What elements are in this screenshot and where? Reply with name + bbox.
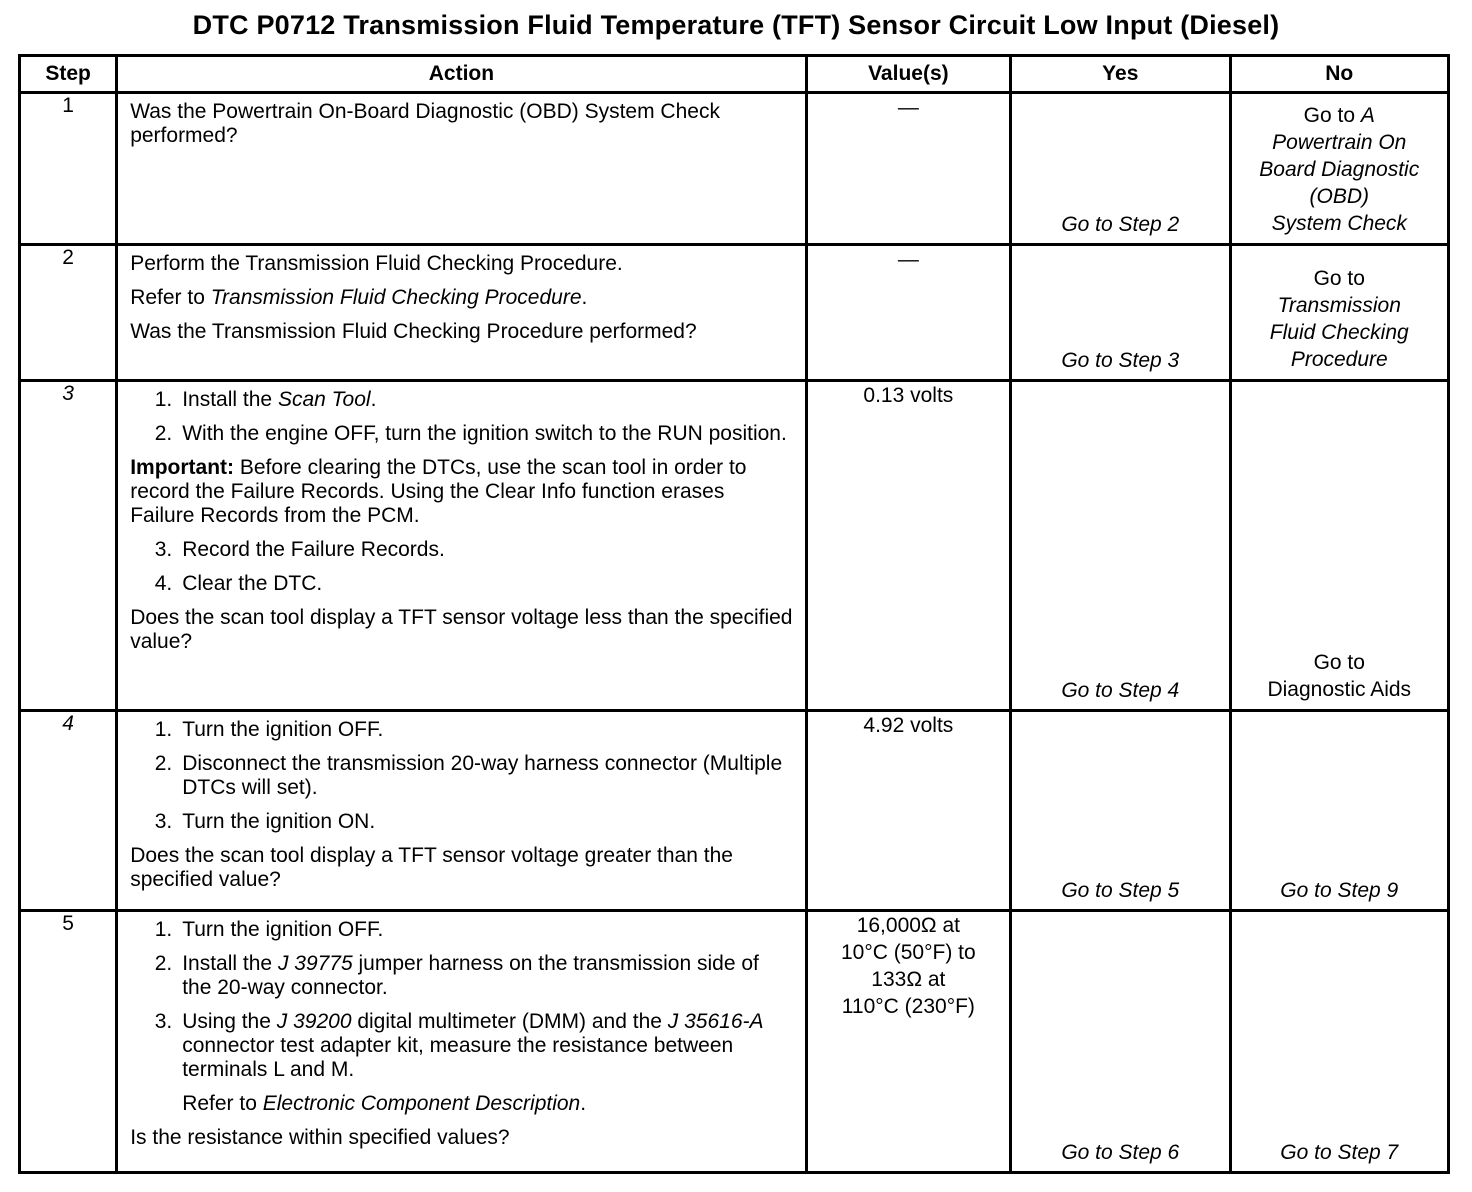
action-text [130,286,792,310]
action-question: Does the scan tool display a TFT sensor voltage less than the specified value? [130,606,793,653]
value-cell: 4.92 volts [806,711,1010,911]
no-text: System Check [1271,212,1407,235]
action-cell [117,711,806,911]
value-cell: — [806,93,1010,245]
action-steps [130,388,792,446]
step-number: 1 [20,93,117,245]
action-text: Using the [182,1010,277,1033]
list-item: 1. Turn the ignition OFF. [130,718,792,742]
action-text: Refer to [130,286,211,309]
tool-name: J 39200 [276,1010,352,1033]
table-row [20,711,1449,911]
yes-link[interactable]: Go to Step 2 [1061,213,1180,236]
action-steps [130,718,792,834]
step-number: 4 [20,711,117,911]
important-note [130,456,792,528]
no-cell [1230,381,1448,711]
table-row [20,245,1449,381]
no-link[interactable] [1232,102,1447,237]
action-question: Was the Transmission Fluid Checking Procedure performed? [130,320,697,343]
action-text: jumper harness on the transmission side of the 20-way connector. [182,952,759,999]
action-text: Was the Powertrain On-Board Diagnostic (OBD) System Check performed? [130,100,720,147]
no-text: Go to [1313,267,1365,290]
value-cell: — [806,245,1010,381]
action-cell [117,245,806,381]
no-text: Fluid Checking [1269,321,1409,344]
list-item: 3. Record the Failure Records. [130,538,792,562]
action-cell [117,381,806,711]
list-item: 2. Disconnect the transmission 20-way harness connector (Multiple DTCs will set). [130,752,792,800]
list-item [130,1092,792,1116]
action-text: digital multimeter (DMM) and the [351,1010,668,1033]
list-item: 3. Turn the ignition ON. [130,810,792,834]
value-text: 16,000Ω at [856,914,960,937]
list-item: 2. With the engine OFF, turn the ignition switch to the RUN position. [130,422,792,446]
header-no: No [1230,56,1448,93]
list-item: 2. Install the J 39775 jumper harness on the transmission side of the 20-way connector. [154,952,759,999]
no-text: Transmission [1277,294,1401,317]
action-steps [130,538,792,596]
action-text: Clear the DTC. [182,572,323,595]
no-text: A [1360,104,1375,127]
document-title: DTC P0712 Transmission Fluid Temperature (TFT) Sensor Circuit Low Input (Diesel) [192,10,1280,40]
no-cell [1230,245,1448,381]
reference-link[interactable]: Transmission Fluid Checking Procedure [210,286,582,309]
action-text: Perform the Transmission Fluid Checking Procedure. [130,252,623,275]
header-values: Value(s) [806,56,1010,93]
no-text: Procedure [1290,348,1388,371]
yes-link[interactable]: Go to Step 4 [1061,679,1180,702]
action-text: Turn the ignition ON. [182,810,376,833]
no-text: Go to [1313,651,1365,674]
value-cell [806,911,1010,1173]
yes-cell [1011,381,1230,711]
action-text: . [581,286,588,309]
action-text: Install the [182,952,278,975]
tool-name: J 35616-A [667,1010,764,1033]
value-cell: 0.13 volts [806,381,1010,711]
header-action: Action [117,56,806,93]
action-text: connector test adapter kit, measure the resistance between terminals L and M. [182,1034,734,1081]
no-link[interactable]: Go to Step 9 [1280,879,1399,902]
yes-link[interactable]: Go to Step 5 [1061,879,1180,902]
action-text: Turn the ignition OFF. [182,718,384,741]
no-link[interactable]: Go to Step 7 [1280,1141,1399,1164]
list-item: 4. Clear the DTC. [130,572,792,596]
tool-name: Scan Tool [277,388,371,411]
step-number: 5 [20,911,117,1173]
yes-cell [1011,93,1230,245]
table-row [20,911,1449,1173]
step-number: 3 [20,381,117,711]
action-cell [117,93,806,245]
value-text: 10°C (50°F) to [841,941,976,964]
action-text: Record the Failure Records. [182,538,445,561]
action-text: Turn the ignition OFF. [182,918,384,941]
action-text: Install the [182,388,278,411]
no-text: Go to [1303,104,1361,127]
yes-cell [1011,711,1230,911]
no-cell [1230,93,1448,245]
list-item: 3. Using the J 39200 digital multimeter (DMM) and the J 35616-A connector test adapter kit, measure the resistance between terminals L and M. [154,1010,764,1081]
action-text: . [580,1092,587,1115]
yes-link[interactable]: Go to Step 3 [1061,349,1180,372]
no-text: Board Diagnostic [1259,158,1420,181]
value-text: 133Ω at [871,968,946,991]
action-text: With the engine OFF, turn the ignition switch to the RUN position. [182,422,787,445]
action-text: Before clearing the DTCs, use the scan tool in order to record the Failure Records. Using the Clear Info function erases Failure Records from the PCM. [130,456,747,527]
header-yes: Yes [1011,56,1230,93]
important-label: Important: [130,456,235,479]
no-link[interactable] [1232,649,1447,703]
no-cell [1230,711,1448,911]
value-text: 110°C (230°F) [841,995,975,1018]
action-steps [130,918,792,1116]
step-number: 2 [20,245,117,381]
action-text: Refer to [182,1092,263,1115]
list-item: 1. Turn the ignition OFF. [130,918,792,942]
diagnostic-table [18,54,1450,1174]
tool-name: J 39775 [277,952,353,975]
yes-link[interactable]: Go to Step 6 [1061,1141,1180,1164]
yes-cell [1011,245,1230,381]
action-cell [117,911,806,1173]
header-step: Step [20,56,117,93]
no-text: (OBD) [1309,185,1369,208]
no-text: Powertrain On [1272,131,1407,154]
table-row [20,93,1449,245]
no-cell [1230,911,1448,1173]
action-text: Disconnect the transmission 20-way harness connector (Multiple DTCs will set). [182,752,783,799]
list-item: 1. Install the Scan Tool. [154,388,377,411]
no-link[interactable] [1232,265,1447,373]
action-question: Is the resistance within specified values? [130,1126,510,1149]
yes-cell [1011,911,1230,1173]
table-header-row [20,56,1449,93]
table-row [20,381,1449,711]
action-text: . [370,388,377,411]
reference-link[interactable]: Electronic Component Description [262,1092,581,1115]
no-text: Diagnostic Aids [1267,678,1412,701]
action-question: Does the scan tool display a TFT sensor voltage greater than the specified value? [130,844,733,891]
